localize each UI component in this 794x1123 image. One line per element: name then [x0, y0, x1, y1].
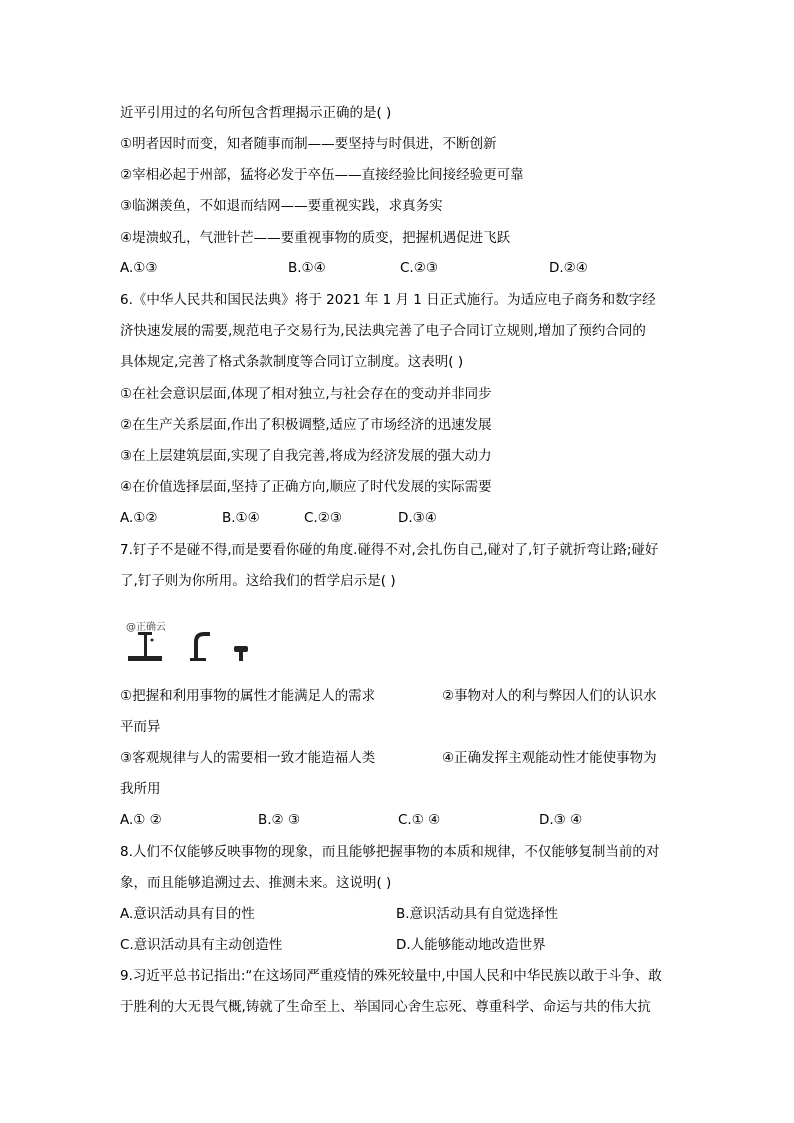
q6-item-4: ④在价值选择层面,坚持了正确方向,顺应了时代发展的实际需要 [120, 479, 492, 495]
q6-stem-line-3: 具体规定,完善了格式条款制度等合同订立制度。这表明( ) [120, 354, 464, 370]
q6-option-c: C.②③ [304, 510, 342, 526]
q7-item-3: ③客观规律与人的需要相一致才能造福人类 [120, 750, 376, 766]
q5-option-b: B.①④ [288, 260, 326, 276]
q7-stem-line-2: 了,钉子则为你所用。这给我们的哲学启示是( ) [120, 573, 396, 589]
q7-item-1: ①把握和利用事物的属性才能满足人的需求 [120, 688, 376, 704]
watermark: @正确云 [126, 622, 166, 633]
q7-stem-line-1: 7.钉子不是碰不得,而是要看你碰的角度.碰得不对,会扎伤自己,碰对了,钉子就折弯让路;碰好 [120, 542, 659, 558]
q5-option-a: A.①③ [120, 260, 158, 276]
q6-item-3: ③在上层建筑层面,实现了自我完善,将成为经济发展的强大动力 [120, 448, 492, 464]
q8-option-b: B.意识活动具有自觉选择性 [396, 906, 559, 922]
q8-stem-line-1: 8.人们不仅能够反映事物的现象，而且能够把握事物的本质和规律，不仅能够复制当前的对 [120, 844, 660, 860]
q8-option-d: D.人能够能动地改造世界 [396, 937, 546, 953]
q6-option-b: B.①④ [222, 510, 260, 526]
q5-item-3: ③临渊羡鱼，不如退而结网——要重视实践，求真务实 [120, 198, 443, 214]
q6-option-d: D.③④ [398, 510, 437, 526]
q6-stem-line-2: 济快速发展的需要,规范电子交易行为,民法典完善了电子合同订立规则,增加了预约合同的 [120, 323, 646, 339]
q8-option-a: A.意识活动具有目的性 [120, 906, 255, 922]
q5-option-d: D.②④ [549, 260, 588, 276]
q6-item-2: ②在生产关系层面,作出了积极调整,适应了市场经济的迅速发展 [120, 417, 492, 433]
q9-stem-line-2: 于胜利的大无畏气概,铸就了生命至上、举国同心舍生忘死、尊重科学、命运与共的伟大抗 [120, 999, 651, 1015]
q7-option-a: A.① ② [120, 812, 162, 828]
q7-item-4: ④正确发挥主观能动性才能使事物为 [442, 750, 657, 766]
q6-item-1: ①在社会意识层面,体现了相对独立,与社会存在的变动并非同步 [120, 386, 492, 402]
q5-option-c: C.②③ [400, 260, 438, 276]
nail-illustration [126, 618, 276, 670]
q8-stem-line-2: 象，而且能够追溯过去、推测未来。这说明( ) [120, 875, 392, 891]
q7-item-2-cont: 平而异 [120, 719, 161, 735]
q5-stem: 近平引用过的名句所包含哲理揭示正确的是( ) [120, 105, 392, 121]
q5-item-4: ④堤溃蚁孔，气泄针芒——要重视事物的质变，把握机遇促进飞跃 [120, 230, 511, 246]
q6-stem-line-1: 6.《中华人民共和国民法典》将于 2021 年 1 月 1 日正式施行。为适应电子商务和数字经 [120, 292, 656, 308]
q5-item-2: ②宰相必起于州部，猛将必发于卒伍——直接经验比间接经验更可靠 [120, 167, 524, 183]
q8-option-c: C.意识活动具有主动创造性 [120, 937, 283, 953]
q6-option-a: A.①② [120, 510, 158, 526]
q7-item-4-cont: 我所用 [120, 781, 161, 797]
q9-stem-line-1: 9.习近平总书记指出:“在这场同严重疫情的殊死较量中,中国人民和中华民族以敢于斗争、敢 [120, 968, 662, 984]
q5-item-1: ①明者因时而变，知者随事而制——要坚持与时俱进，不断创新 [120, 136, 497, 152]
q7-option-c: C.① ④ [398, 812, 441, 828]
q7-option-d: D.③ ④ [539, 812, 583, 828]
q7-item-2: ②事物对人的利与弊因人们的认识水 [442, 688, 657, 704]
q7-option-b: B.② ③ [258, 812, 301, 828]
